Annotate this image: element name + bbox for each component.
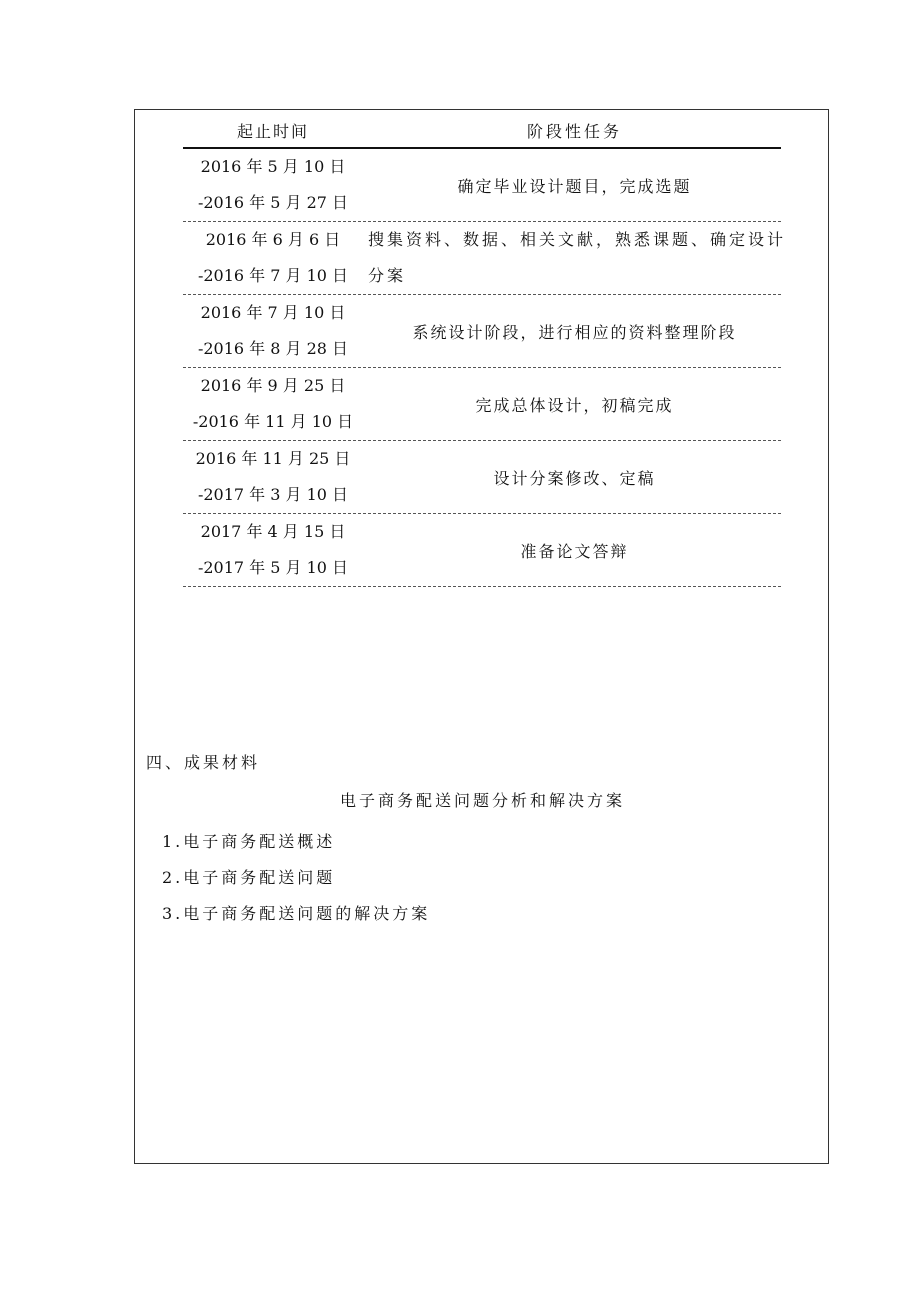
period-cell xyxy=(183,514,363,586)
outline-list xyxy=(162,824,430,932)
schedule-row xyxy=(183,368,781,441)
start-date: 2016 年 6 月 6 日 xyxy=(205,230,341,249)
schedule-table xyxy=(183,110,787,587)
period-cell xyxy=(183,441,363,513)
schedule-row xyxy=(183,295,781,368)
task-line: 分案 xyxy=(368,266,407,285)
end-date: -2016 年 8 月 28 日 xyxy=(197,339,349,358)
schedule-header xyxy=(183,110,781,149)
schedule-row xyxy=(183,441,781,514)
section-title: 四、成果材料 xyxy=(146,753,261,772)
task-cell: 确定毕业设计题目，完成选题 xyxy=(457,176,692,196)
schedule-row xyxy=(183,222,787,295)
schedule-row xyxy=(183,514,781,587)
end-date: -2016 年 11 月 10 日 xyxy=(192,412,354,431)
outline-item: 2.电子商务配送问题 xyxy=(162,868,336,887)
task-cell: 准备论文答辩 xyxy=(520,541,629,561)
outline-item: 1.电子商务配送概述 xyxy=(162,832,336,851)
schedule-row xyxy=(183,149,781,222)
task-line: 搜集资料、数据、相关文献，熟悉课题、确定设计 xyxy=(368,230,787,249)
form-frame xyxy=(134,109,829,1164)
period-cell xyxy=(183,368,363,440)
start-date: 2016 年 5 月 10 日 xyxy=(200,157,346,176)
period-cell xyxy=(183,295,363,367)
document-title: 电子商务配送问题分析和解决方案 xyxy=(339,791,625,810)
period-column-header: 起止时间 xyxy=(236,122,309,141)
task-cell: 设计分案修改、定稿 xyxy=(493,468,656,488)
task-cell: 完成总体设计，初稿完成 xyxy=(475,395,674,415)
task-cell: 系统设计阶段，进行相应的资料整理阶段 xyxy=(412,322,737,342)
period-cell xyxy=(183,149,363,221)
end-date: -2017 年 5 月 10 日 xyxy=(197,558,349,577)
period-cell xyxy=(183,222,363,294)
end-date: -2017 年 3 月 10 日 xyxy=(197,485,349,504)
start-date: 2017 年 4 月 15 日 xyxy=(200,522,346,541)
start-date: 2016 年 9 月 25 日 xyxy=(200,376,346,395)
task-column-header: 阶段性任务 xyxy=(526,122,622,141)
end-date: -2016 年 7 月 10 日 xyxy=(197,266,349,285)
outline-item: 3.电子商务配送问题的解决方案 xyxy=(162,904,431,923)
start-date: 2016 年 7 月 10 日 xyxy=(200,303,346,322)
start-date: 2016 年 11 月 25 日 xyxy=(195,449,351,468)
end-date: -2016 年 5 月 27 日 xyxy=(197,193,349,212)
task-cell xyxy=(368,222,787,294)
